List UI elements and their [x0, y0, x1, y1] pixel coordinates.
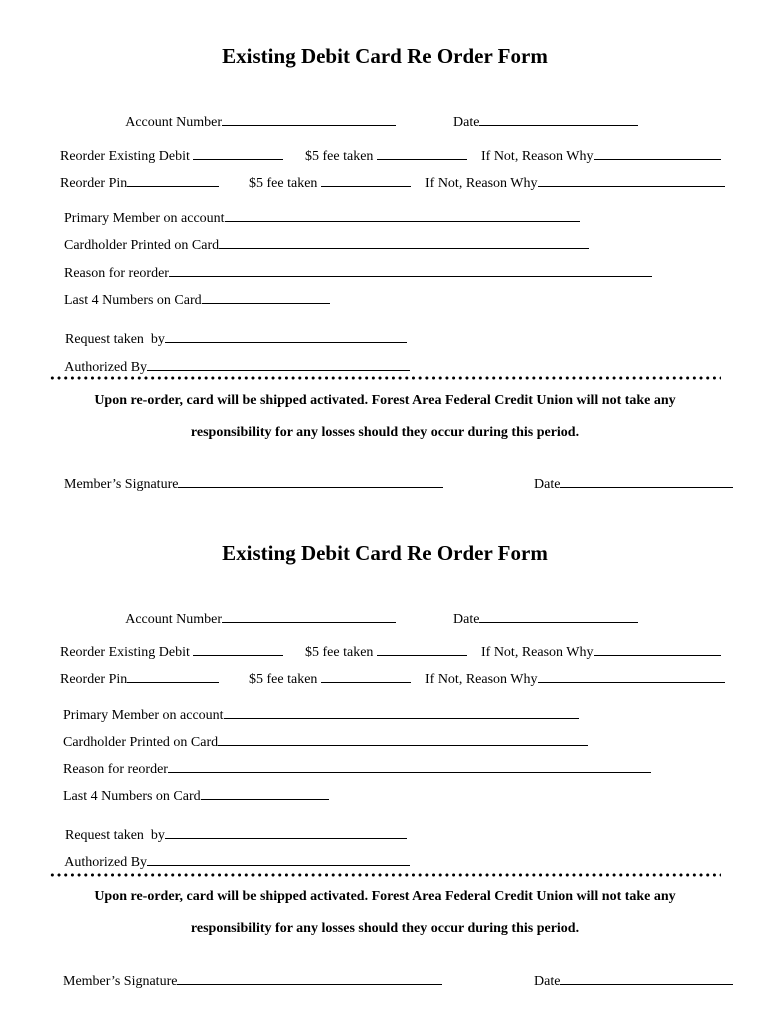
signature-date-field[interactable] [560, 474, 733, 488]
reorder-pin-field[interactable] [127, 669, 219, 683]
fee-field[interactable] [321, 669, 411, 683]
reason-why-label: If Not, Reason Why [481, 149, 594, 164]
reorder-pin-label: Reorder Pin [60, 672, 128, 687]
account-number-label: Account Number [125, 612, 223, 627]
form-title: Existing Debit Card Re Order Form [222, 44, 548, 68]
notice-line-1: Upon re-order, card will be shipped activated. Forest Area Federal Credit Union will not take any [94, 393, 676, 408]
date-label: Date [453, 612, 480, 627]
authorized-row [51, 834, 410, 890]
request-taken-label: Request taken by [65, 332, 165, 347]
signature-date-field[interactable] [560, 971, 733, 985]
signature-date-label: Date [534, 477, 561, 492]
authorized-label: Authorized By [64, 855, 148, 870]
date-field[interactable] [479, 609, 638, 623]
reason-reorder-label: Reason for reorder [63, 762, 168, 777]
last4-label: Last 4 Numbers on Card [64, 293, 202, 308]
last4-label: Last 4 Numbers on Card [63, 789, 201, 804]
signature-label: Member’s Signature [63, 974, 178, 989]
signature-label: Member’s Signature [64, 477, 179, 492]
cardholder-label: Cardholder Printed on Card [63, 735, 219, 750]
reason-why-label: If Not, Reason Why [425, 176, 538, 191]
primary-member-label: Primary Member on account [64, 211, 225, 226]
last4-field[interactable] [202, 290, 330, 304]
fee-field[interactable] [321, 173, 411, 187]
account-number-label: Account Number [125, 115, 223, 130]
authorized-label: Authorized By [64, 360, 148, 375]
authorized-field[interactable] [147, 357, 410, 371]
primary-member-label: Primary Member on account [63, 708, 224, 723]
authorized-field[interactable] [147, 852, 410, 866]
reason-why-label: If Not, Reason Why [425, 672, 538, 687]
reason-why-field[interactable] [538, 173, 725, 187]
fee-label: $5 fee taken [305, 149, 374, 164]
reason-why-field[interactable] [538, 669, 725, 683]
signature-field[interactable] [178, 474, 443, 488]
account-number-field[interactable] [222, 112, 396, 126]
dotted-divider [49, 873, 721, 877]
reorder-form-1 [0, 0, 770, 497]
dotted-divider [49, 376, 721, 380]
signature-date-label: Date [534, 974, 561, 989]
cardholder-label: Cardholder Printed on Card [64, 238, 220, 253]
date-label: Date [453, 115, 480, 130]
form-title: Existing Debit Card Re Order Form [222, 541, 548, 565]
notice-line-1: Upon re-order, card will be shipped activated. Forest Area Federal Credit Union will not take any [94, 889, 676, 904]
account-number-field[interactable] [222, 609, 396, 623]
reorder-pin-label: Reorder Pin [60, 176, 128, 191]
reorder-pin-field[interactable] [127, 173, 219, 187]
reorder-debit-label: Reorder Existing Debit [60, 645, 190, 660]
fee-label: $5 fee taken [249, 176, 318, 191]
authorized-row [51, 339, 410, 395]
signature-row [49, 953, 442, 1009]
reorder-debit-label: Reorder Existing Debit [60, 149, 190, 164]
notice-line-2: responsibility for any losses should they occur during this period. [190, 425, 580, 440]
request-taken-label: Request taken by [65, 828, 165, 843]
fee-label: $5 fee taken [249, 672, 318, 687]
signature-date-row [520, 953, 733, 1009]
date-field[interactable] [479, 112, 638, 126]
fee-label: $5 fee taken [305, 645, 374, 660]
notice-line-2: responsibility for any losses should they occur during this period. [190, 921, 580, 936]
reason-reorder-label: Reason for reorder [64, 266, 169, 281]
reason-why-label: If Not, Reason Why [481, 645, 594, 660]
reorder-form-2 [0, 497, 770, 994]
last4-field[interactable] [201, 786, 329, 800]
signature-field[interactable] [177, 971, 442, 985]
